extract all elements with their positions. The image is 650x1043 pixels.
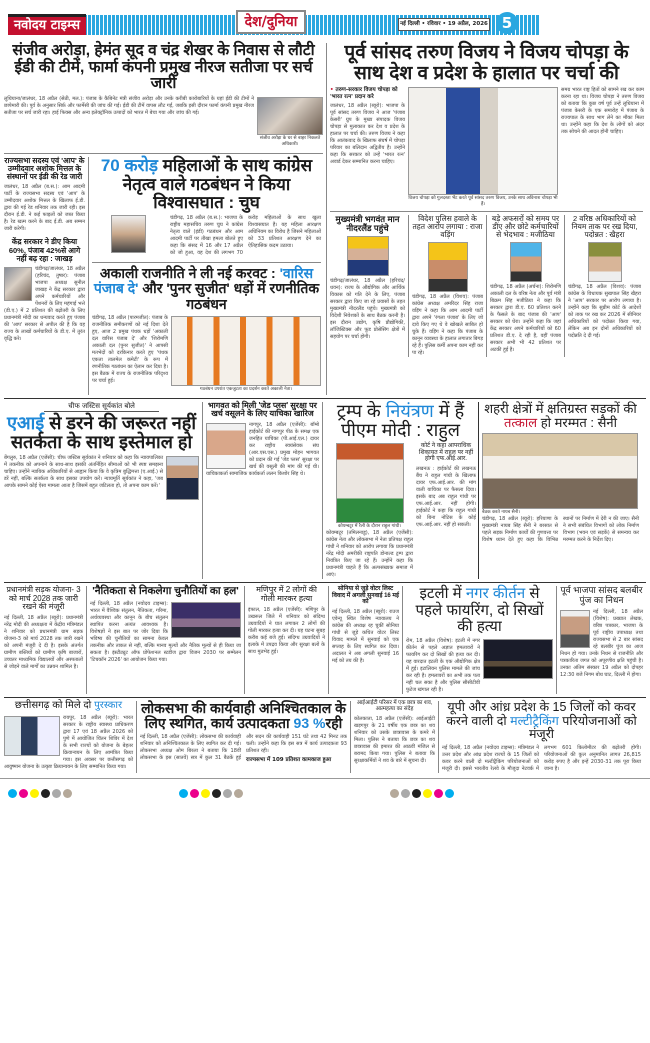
left-lower	[4, 153, 323, 394]
story-trump-modi	[326, 443, 416, 579]
mini-columns	[330, 211, 643, 357]
story-body: चंडीगढ़/जालंधर, 18 अप्रैल (हरिचंद, तुषार): पंजाब भाजपा अध्यक्ष सुनील जाखड़ ने केंद्र सरकार द्वारा अपने कर्मचारियों और पेंशनरों के लिए महंगाई भत्ते (डी.ए.) में 2 प्रतिशत की बढ़ोतरी के लिए प्रधानमंत्री मोदी का धन्यवाद करते हुए पंजाब की 'आप' सरकार से अपील की है कि वह राज्य के लाखों कर्मचारियों के डी.ए. में तुरंत वृद्धि करे।	[4, 265, 85, 342]
story-italy	[406, 638, 553, 694]
photo-jakhar	[4, 267, 32, 301]
headline-mann-netherlands: मुख्यमंत्री भगवंत मान नीदरलैंड पहुंचे	[335, 214, 400, 234]
story-body: बेंगलुरु, 18 अप्रैल (एजेंसी): चीफ जस्टिस सूर्यकांत ने शनिवार को कहा कि न्यायपालिका में तकनीक को अपनाने के साथ-साथ इसकी अंतर्निहित सीमाओं को भी स्पष्ट समझना चाहिए। उन्होंने न्यायिक अधिकारियों से आह्वान किया कि वे कृत्रिम बुद्धिमत्ता (ए.आई.) से डरें नहीं, बल्कि सतर्कता के साथ इसका उपयोग करें। न्यायमूर्ति सूर्यकांत ने कहा, 'जब आपके सामने कोई ऐसा मामला आता है जिसमें बहुत जटिलता हो, तो अपना काम करें।'	[4, 455, 163, 490]
left-wide-column	[88, 157, 324, 394]
photo-majithia	[510, 242, 542, 282]
headline-bhagwat: भागवत को मिली 'जेड प्लस' सुरक्षा पर खर्च वसूलने के लिए याचिका खारिज	[208, 400, 317, 419]
story-body: चंडीगढ़, 18 अप्रैल (ब.स.): भाजपा के राष्ट्रीय महासचिव तरुण चुघ ने कांग्रेस नेतृत्व वाले (इंडी) गठबंधन और आम आदमी पार्टी पर तीखा हमला बोलते हुए कहा कि संसद में 16 और 17 अप्रैल को जो हुआ, वह देश की लगभग 70 करोड़ महिलाओं के साथ खुला विश्वासघात है। यह महिला आरक्षण अधिनियम का विरोध है जिसने महिलाओं को 33 प्रतिशत आरक्षण देने का ऐतिहासिक कदम उठाया।	[170, 215, 321, 257]
headline-punj: पूर्व भाजपा सांसद बलबीर पुंज का निधन	[560, 585, 643, 606]
photo-ed-raid	[257, 97, 323, 135]
column-mann	[330, 215, 408, 357]
story-body: नई दिल्ली, 18 अप्रैल (एजेंसी): लोकसभा की कार्यवाही शनिवार को अनिश्चितकाल के लिए स्थगित कर दी गई। लोकसभा अध्यक्ष ओम बिरला ने बताया कि 18वीं लोकसभा के इस (सातवें) सत्र में कुल 31 बैठकें हुई और सदन की कार्यवाही 151 घंटे तथा 42 मिनट तक चली। उन्होंने कहा कि इस सत्र में कार्य उत्पादकता 93 प्रतिशत रही।	[140, 734, 347, 762]
story-loksabha	[140, 734, 347, 764]
headline-chugh	[92, 157, 321, 212]
headline-court-rahul: कोर्ट ने कहा आपराधिक शिकायत में राहुल पर नहीं होगी एफ.आई.आर.	[418, 443, 474, 463]
figure-akali	[171, 316, 321, 393]
bullet-text: तरुण-सरकार विजय चोपड़ा को 'भारत रत्न' प्रदान करे	[330, 87, 398, 101]
headline-text: शहरी क्षेत्रों में क्षतिग्रस्त सड़कों की	[484, 400, 637, 416]
story-body: चंडीगढ़, 18 अप्रैल (विशव): पंजाब कांग्रेस अध्यक्ष अमरिंदर सिंह राजा वड़िंग ने कहा कि आम आदमी पार्टी द्वारा अपने 'रंगला पंजाब' के लिए जो दावे किए गए थे वे खोखले साबित हो चुके हैं। वड़िंग ने कहा कि पंजाब के कानून व्यवस्था के हालात लगातार बिगड़ रहे हैं। पुलिस कर्मी अपना काम नहीं कर पा रहे।	[412, 294, 484, 357]
figure-conference	[171, 602, 241, 638]
photo-italy-night	[483, 639, 553, 679]
story-da-jakhar	[4, 266, 85, 343]
column-khaira	[564, 215, 644, 357]
court-rahul	[416, 443, 476, 579]
story-body: चंडीगढ़, 18 अप्रैल (अर्चना): शिरोमणि अकाली दल के वरिष्ठ नेता और पूर्व मंत्री बिक्रम सिंह मजीठिया ने कहा कि सरकार द्वारा डी.ए. 60 प्रतिशत करने के फैसले के बाद पंजाब की 'आप' सरकार को घेरा। उन्होंने कहा कि जहां केंद्र सरकार अपने कर्मचारियों को 60 प्रतिशत डी.ए. दे रही है, वहीं पंजाब सरकार अभी भी 42 प्रतिशत पर अटकी हुई है।	[490, 284, 561, 354]
headline-highlight: 'वारिस पंजाब दे'	[93, 265, 314, 297]
column-sonia	[328, 586, 402, 694]
story-warring	[412, 242, 483, 357]
photo-warring	[428, 242, 468, 292]
figure-surya-kant	[166, 456, 199, 500]
figure-jakhar	[4, 267, 32, 301]
column-trump	[322, 402, 478, 580]
row-middle	[4, 398, 646, 583]
headline-text: परियोजनाओं को मंजूरी	[528, 713, 637, 742]
headline-text: इटली में	[419, 585, 466, 603]
headline-text: ट्रम्प के	[336, 400, 386, 421]
headline-highlight: तत्काल	[504, 414, 538, 430]
column-iit	[350, 701, 438, 773]
story-chhattisgarh	[4, 715, 133, 771]
story-body: चंडीगढ़, 18 अप्रैल (ब्यूरो): हरियाणा के मुख्यमंत्री नायब सिंह सैनी ने बरसात से पहले सड़क निर्माण कार्यों की गुणवत्ता पर विशेष ध्यान देते हुए कहा कि विभिन्न स्थानों पर निर्माण में देरी न की जाए। सैनी ने सभी संबंधित विभागों को लोक निर्माण विभाग (भवन एवं सड़कें) से समन्वय कर मरम्मत करने के निर्देश दिए।	[482, 515, 639, 543]
figure-bhagwat	[206, 423, 246, 469]
story-body: चंडीगढ़/जालंधर, 18 अप्रैल (हरिचंद/धवन): राज्य के औद्योगिक और आर्थिक विकास को गति देने के लिए, पंजाब सरकार द्वारा किए जा रहे प्रयासों के तहत मुख्यमंत्री नीदरलैंड पहुंचे। मुख्यमंत्री को विदेशी निवेशकों के साथ बैठक करनी है। इस दौरान उद्योग, कृषि प्रौद्योगिकी, लॉजिस्टिक्स और फूड प्रोसेसिंग क्षेत्रों में सहयोग पर चर्चा होगी।	[330, 278, 405, 341]
section-tab[interactable]: देश/दुनिया	[236, 10, 306, 34]
photo-caption: बैठक करते नायब सैनी।	[482, 509, 521, 515]
figure-award	[4, 716, 60, 756]
bullet-bharat-ratna	[330, 87, 405, 101]
headline-highlight: पुरस्कार	[94, 700, 123, 712]
photo-caption: गठबंधन उपरांत एकजुटता का प्रदर्शन करते अकाली नेता।	[199, 386, 293, 392]
left-half	[4, 43, 326, 395]
story-body: चंडीगढ़, 18 अप्रैल (पारमजीत): पंजाब के राजनीतिक समीकरणों को नई दिशा देते हुए, आज 2 प्रमुख पंथक धड़ों 'अकाली दल वारिस पंजाब दे' और 'शिरोमणि अकाली दल (पुनर सुजीत)' ने आपसी मतभेदों को दरकिनार करते हुए 'पंथक एकता तालमेल कमेटी' के रूप में रणनीतिक गठबंधन का ऐलान कर दिया है। इस बैठक में राज्य के राजनीतिक परिदृश्य पर चर्चा हुई।	[92, 314, 168, 384]
headline-text: से पहले फायरिंग, दो सिखों की हत्या	[415, 585, 544, 635]
story-body: रायपुर, 18 अप्रैल (ब्यूरो): भारत सरकार के राष्ट्रीय स्वास्थ्य प्राधिकरण द्वारा 17 एवं 18 अप्रैल 2026 को पुणे में आयोजित चिंतन शिविर में देश के सभी राज्यों को योजना के बेहतर क्रियान्वयन के लिए आमंत्रित किया गया। इस अवसर पर छत्तीसगढ़ को आयुष्मान योजना के उत्कृष्ट क्रियान्वयन के लिए सम्मानित किया गया।	[4, 714, 133, 770]
story-body: समग्र भारत राष्ट्र हितों को सामने रख कर काम करना रहा था। विजय चोपड़ा ने तरुण विजय को बताया कि कुछ वर्ष पूर्व उन्हें लुधियाना में पंजाब केसरी के एक समारोह में पंजाब के राज्यपाल के साथ भाग लेने का मौका मिला था। उन्होंने कहा कि देश के लोगों को अंदर तक सोचने की आदत होनी चाहिए।	[561, 87, 644, 136]
headline-text: हो मरम्मत : सैनी	[537, 414, 617, 430]
top-section	[4, 40, 646, 398]
logo: नवोदय टाइम्स	[8, 14, 86, 35]
story-body: चंडीगढ़, 18 अप्रैल (विशव): पंजाब कांग्रेस के विधायक सुखपाल सिंह खैहरा ने 'आप' सरकार पर आरोप लगाया है। उन्होंने कहा कि सुप्रीम कोर्ट के आदेशों को ताक पर रख कर 2026 में सीनियर अधिकारियों को पदोन्नत किया गया, लेकिन अब इन दोनों अधिकारियों को पदोन्नति दे दी गई।	[568, 284, 641, 340]
headline-text: रही	[325, 715, 343, 732]
story-body: नागपुर, 18 अप्रैल (एजेंसी): बॉम्बे हाईकोर्ट की नागपुर पीठ के समक्ष एक जनहित याचिका (पी.आई.एल.) दायर कर राष्ट्रीय स्वयंसेवक संघ (आर.एस.एस.) प्रमुख मोहन भागवत को प्रदान की गई 'जेड प्लस' सुरक्षा पर खर्च की वसूली की मांग की गई थी। याचिकाकर्ता सामाजिक कार्यकर्ता ललन किशोर सिंह थे।	[206, 421, 319, 477]
headline-majithia: बड़े अफसरों को समय पर डीए और छोटे कर्मचारियों से भेदभाव : मजीठिया	[491, 214, 560, 240]
headline-highlight: नगर कीर्तन	[465, 585, 526, 603]
story-manipur	[248, 607, 325, 656]
headline-trump-modi	[326, 402, 475, 441]
story-majithia	[490, 242, 561, 354]
trump-story	[326, 443, 475, 579]
column-multitracking	[438, 701, 644, 773]
story-tarun-vijay	[330, 103, 405, 166]
story-mittal-raid	[4, 184, 85, 233]
story-body: रोम, 18 अप्रैल (विशेष): इटली में नगर कीर्तन से पहले अज्ञात हमलावरों ने फायरिंग कर दो सिखों की हत्या कर दी। यह वारदात इटली के एक औद्योगिक क्षेत्र में हुई। इटालियन पुलिस मामले की जांच कर रही है। हमलावरों का अभी तक पता नहीं चल सका है और पुलिस सीसीटीवी फुटेज खंगाल रही है।	[406, 638, 480, 694]
photo-akali-leaders	[171, 316, 321, 386]
figure-ed-raid	[257, 97, 323, 148]
headline-sonia: सोनिया से जुड़े वोटर लिस्ट विवाद में अगली सुनवाई 16 मई को	[332, 586, 399, 606]
headline-manipur: मणिपुर में 2 लोगों की गोली मारकर हत्या	[256, 585, 317, 604]
photo-tarun-vijay	[408, 87, 558, 195]
date-line: नई दिल्ली • रविवार • 19 अप्रैल, 2026	[398, 18, 490, 31]
story-pmgsy	[4, 615, 83, 671]
story-body: नई दिल्ली, 18 अप्रैल (ब्यूरो): प्रधानमंत्री नरेंद्र मोदी की अध्यक्षता में केंद्रीय मंत्रिमंडल ने शनिवार को प्रधानमंत्री ग्राम सड़क योजना-3 को मार्च 2028 तक जारी रखने को अपनी मंजूरी दे दी है। इसके अंतर्गत ग्रामीण बस्तियों को ग्रामीण कृषि बाजारों, उच्चतर माध्यमिक विद्यालयों और अस्पतालों से जोड़ने वाले मार्गों का उन्नयन शामिल है।	[4, 614, 83, 670]
story-naitikta	[90, 601, 241, 664]
left-narrow-column	[4, 157, 88, 394]
story-chugh	[92, 215, 321, 257]
photo-punj	[560, 610, 590, 648]
headline-naitikta: 'नैतिकता से निकलेगा चुनौतियों का हल'	[92, 585, 239, 598]
headline-pmgsy: प्रधानमंत्री सड़क योजना- 3 को मार्च 2028 तक जारी रखने की मंजूरी	[6, 585, 81, 612]
figure-italy	[483, 639, 553, 679]
photo-caption: कोयम्बटूर में रैली के दौरान राहुल गांधी।	[338, 524, 401, 530]
story-body: नई दिल्ली, 18 अप्रैल (ब्यूरो): राउज एवेन्यू स्थित विशेष न्यायालय ने कांग्रेस की अध्यक्ष रह चुकीं सोनिया गांधी से जुड़े कथित वोटर लिस्ट विवाद मामले में सुनवाई को एक सप्ताह के लिए स्थगित कर दिया। अदालत ने अब अगली सुनवाई 16 मई को तय की है।	[332, 608, 399, 664]
story-body: जालंधर, 18 अप्रैल (ब.स.): आम आदमी पार्टी के राज्यसभा सदस्य एवं 'आप' के उम्मीदवार अशोक मित्तल के खिलाफ ई.डी. द्वारा की गई रेड शनिवार तक जारी रही। इस दौरान ई.डी. ने कई फाइलों को जब्त किया है। रेड खत्म करने के बाद ई.डी. अब सम्मन जारी करेगी।	[4, 184, 85, 233]
headline-multitracking	[442, 701, 641, 742]
column-italy	[402, 586, 556, 694]
headline-chhattisgarh	[4, 701, 133, 712]
photo-bhagwat	[206, 423, 246, 469]
story-iit	[354, 716, 435, 765]
headline-text: से डरने की जरूरत नहीं सतर्कता के साथ इस्तेमाल हो	[10, 412, 197, 453]
story-tarun-vijay-cont	[558, 87, 644, 208]
story-body: कोयम्बटूर (तमिलनाडु), 18 अप्रैल (एजेंसी): कांग्रेस नेता और लोकसभा में नेता प्रतिपक्ष राहुल गांधी ने शनिवार को आरोप लगाया कि प्रधानमंत्री नरेंद्र मोदी अमरीकी राष्ट्रपति डोनाल्ड ट्रम्प द्वारा नियंत्रित किए जा रहे हैं। उन्होंने कहा कि प्रधानमंत्री चाहते हैं कि अल्पसंख्यक समाज में आएं।	[326, 530, 413, 579]
column-warring	[408, 215, 486, 357]
photo-mann	[347, 236, 389, 276]
column-pmgsy	[4, 586, 86, 694]
story-court-rahul	[416, 466, 476, 529]
row-bottom	[4, 697, 646, 776]
headline-saini	[482, 402, 639, 430]
story-bhagwat	[206, 422, 319, 478]
story-body: कोलकाता, 18 अप्रैल (एजेंसी): आईआईटी खड़गपुर के 21 वर्षीय एक छात्र का शव शनिवार को उसके छात्रावास के कमरे में मिला। पुलिस ने बताया कि छात्र का शव छात्रावास की इमारत की आठवीं मंजिल से बरामद किया गया। पुलिस ने बताया कि सुरक्षाकर्मियों ने शव के बारे में सूचना दी।	[354, 715, 435, 764]
headline-text: में हैं पीएम मोदी : राहुल	[340, 400, 465, 441]
story-body: लुधियाना/जालंधर, 18 अप्रैल (सेठी, मल.): पंजाब के कैबिनेट मंत्री संजीव अरोड़ा और उनके करीबी कारोबारियों के यहां ईडी की टीमों ने छापेमारी की। पूर्व के अनुसार सिर्फ़ और फार्मेसी की जांच की गई। ईडी की टीमें वापस लौट गईं, जबकि इसी दौरान फार्मा कंपनी प्रमुख नीरज सतीजा पर सर्च जारी रहा। हाई फिक्स और अन्य इलेक्ट्रॉनिक उत्पादों को भारत में बेचा गया और जांच की गई।	[4, 96, 254, 117]
headline-highlight: एआई	[6, 412, 45, 433]
headline-text: महिलाओं के साथ कांग्रेस नेतृत्व वाले गठबंधन ने किया विश्वासघात : चुघ	[122, 156, 313, 212]
photo-khaira	[588, 242, 622, 282]
photo-caption: संजीव अरोड़ा के घर से बाहर निकलते अधिकारी।	[259, 136, 321, 148]
story-body: लखनऊ : हाईकोर्ट की लखनऊ बैंच ने राहुल गांधी के खिलाफ दायर एफ.आई.आर. की मांग वाली याचिका पर फैसला दिया। इसके बाद अब राहुल गांधी पर एफ.आई.आर. नहीं होगी। हाईकोर्ट ने कहा कि राहुल गांधी को बिना नोटिस के कोई एफ.आई.आर. नहीं हो सकती।	[416, 465, 476, 528]
headline-text: अकाली राजनीति ने ली नई करवट :	[99, 265, 280, 282]
story-saini	[482, 516, 639, 544]
headline-khaira: 2 वरिष्ठ अधिकारियों को नियम ताक पर रख दिया, पदोन्नत : खैहरा	[571, 214, 638, 240]
headline-warring: विदेश पुलिस हवाले के तहत आरोप लगाया : राजा वड़िंग	[412, 214, 483, 240]
column-bhagwat	[202, 402, 322, 580]
story-sonia	[332, 609, 399, 665]
tarun-vijay-col1	[330, 87, 408, 208]
kicker-chief-justice: चीफ जस्टिस सूर्यकांत बोले	[44, 402, 159, 412]
headline-highlight: 93 %	[293, 715, 326, 732]
headline-text: छत्तीसगढ़ को मिले दो	[14, 700, 95, 712]
row-lower	[4, 582, 646, 697]
color-bar	[0, 778, 650, 806]
tarun-vijay-story	[330, 87, 643, 208]
column-loksabha	[136, 701, 350, 773]
headline-ed-raids: संजीव अरोड़ा, हेमंत सूद व चंद्र शेखर के निवास से लौटी ईडी की टीमें, फार्मा कंपनी प्रमुख नीरज सतीजा पर सर्च जारी	[12, 42, 315, 93]
photo-award	[4, 716, 60, 756]
column-ai	[4, 402, 202, 580]
story-ai	[4, 455, 199, 490]
headline-highlight: 70 करोड़	[100, 156, 158, 176]
story-body: नई दिल्ली, 18 अप्रैल (नवोदय टाइम्स): मंत्रिमंडल ने उत्तर प्रदेश और आंध्र प्रदेश राज्यों के 15 जिलों को कवर करने वाली दो मल्टीट्रैकिंग परियोजनाओं को मंजूरी दी। इससे भारतीय रेलवे के मौजूदा नेटवर्क में लगभग 601 किलोमीटर की बढ़ोतरी होगी। परियोजनाओं की कुल अनुमानित लागत 26,815 करोड़ रुपए है और इन्हें 2030-31 तक पूरा किया जाना है।	[442, 744, 641, 772]
masthead	[0, 0, 650, 40]
headline-akali	[92, 262, 321, 311]
headline-tarun-vijay: पूर्व सांसद तरुण विजय ने विजय चोपड़ा के साथ देश व प्रदेश के हालात पर चर्चा की	[344, 42, 629, 84]
photo-surya-kant	[166, 456, 199, 500]
story-body: जालंधर, 18 अप्रैल (ब्यूरो): भाजपा के पूर्व सांसद तरुण विजय ने आज 'पंजाब केसरी' ग्रुप के मुख्य संपादक विजय चोपड़ा से मुलाकात कर देश व प्रदेश के हालात पर चर्चा की। तरुण विजय ने कहा कि आतंकवाद के खिलाफ संघर्ष में चोपड़ा परिवार का बलिदान अद्वितीय है। उन्होंने कहा कि सरकार को उन्हें 'भारत रत्न' अवार्ड देकर सम्मानित करना चाहिए।	[330, 103, 405, 166]
headline-mittal-raid: राज्यसभा सदस्य एवं 'आप' के उम्मीदवार अशोक मित्तल के संस्थानों पर ईडी की रेड जारी	[4, 156, 85, 182]
photo-saini-meeting	[482, 433, 638, 509]
story-body: नई दिल्ली, 18 अप्रैल (विशेष): प्रख्यात लेखक, वरिष्ठ पत्रकार, भाजपा के पूर्व राष्ट्रीय उपाध्यक्ष तथा राज्यसभा से 2 बार सांसद रहे बलबीर पुंज का आज निधन हो गया। उनके निधन से राजनीति और पत्रकारिता जगत को अपूरणीय क्षति पहुंची है। उनका अंतिम संस्कार 19 अप्रैल को दोपहर 12:30 बजे निगम बोध घाट, दिल्ली में होगा।	[560, 608, 643, 678]
story-mann	[330, 236, 405, 341]
headline-highlight: नियंत्रण	[385, 400, 434, 421]
story-body: इंफाल, 18 अप्रैल (एजेंसी): मणिपुर के उखरूल जिले में शनिवार को संदिग्ध उग्रवादियों ने घात लगाकर 2 लोगों की गोली मारकर हत्या कर दी। यह घटना सुबह करीब कई बजे हुई। संदिग्ध उग्रवादियों ने इलाके में उपद्रव किया और सुरक्षा बलों के साथ मुठभेड़ हुई।	[248, 606, 325, 655]
headline-text: यूपी और आंध्र प्रदेश के 15 जिलों को कवर करने वाली दो	[446, 700, 636, 728]
page-number: 5	[496, 12, 518, 34]
headline-text: लोकसभा की कार्यवाही अनिश्चितकाल के लिए स्थगित, कार्य उत्पादकता	[141, 700, 346, 732]
column-saini	[478, 402, 642, 580]
headline-highlight: मल्टीट्रैकिंग	[510, 713, 559, 728]
figure-tarun-vijay	[408, 87, 558, 208]
column-punj	[556, 586, 646, 694]
column-majithia	[486, 215, 564, 357]
photo-rahul-rally	[336, 443, 404, 523]
story-akali	[92, 315, 321, 395]
column-chhattisgarh	[4, 701, 136, 773]
headline-italy	[406, 586, 553, 635]
headline-text: और 'पुनर सुजीत' धड़ों में रणनीतिक गठबंधन	[142, 280, 320, 312]
bullet-icon: •	[330, 87, 336, 94]
story-khaira	[568, 242, 641, 340]
photo-chugh	[111, 215, 146, 253]
headline-ai	[4, 414, 199, 453]
story-ed-raids	[4, 96, 323, 150]
headline-loksabha	[140, 701, 347, 731]
story-body: नई दिल्ली, 18 अप्रैल (नवोदय टाइम्स): भारत में वैश्विक संतुलन, नैतिकता, गरिमा, अर्थव्यवस्था और कानून के बीच संतुलन स्थापित करना अत्यंत आवश्यक है। विशेषज्ञों ने इस बात पर जोर दिया कि भविष्य की चुनौतियों का सामना केवल तकनीक और ताकत से नहीं, बल्कि मानव मूल्यों और नैतिक मूल्यों से ही किया जा सकता है। इंस्टीट्यूट ऑफ प्रोफेशनल स्टडीज द्वारा विजन 2030 पर सम्मेलन 'टिचकॉन 2026' का आयोजन किया गया।	[90, 600, 241, 663]
story-multitracking	[442, 745, 641, 773]
headline-iit: आईआईटी परिसर में एक छात्र का शव, आत्महत्या का संदेह	[356, 700, 433, 712]
right-half	[326, 43, 646, 395]
headline-da-jakhar: केंद्र सरकार ने डीए किया 60%, पंजाब 42%से आगे नहीं बढ़ रहा : जाखड़	[8, 237, 81, 263]
column-manipur	[244, 586, 328, 694]
figure-punj	[560, 610, 590, 648]
subheading-rajyasabha: राज्यसभा में 109 प्रतिशत कामकाज हुआ	[246, 757, 332, 764]
story-punj	[560, 609, 643, 679]
photo-caption: विजय चोपड़ा को गुलदस्ता भेंट करते पूर्व सांसद तरुण विजय, उनके साथ अविनाश चोपड़ा भी हैं।	[408, 196, 558, 208]
column-naitikta	[86, 586, 244, 694]
photo-conference	[171, 602, 241, 638]
